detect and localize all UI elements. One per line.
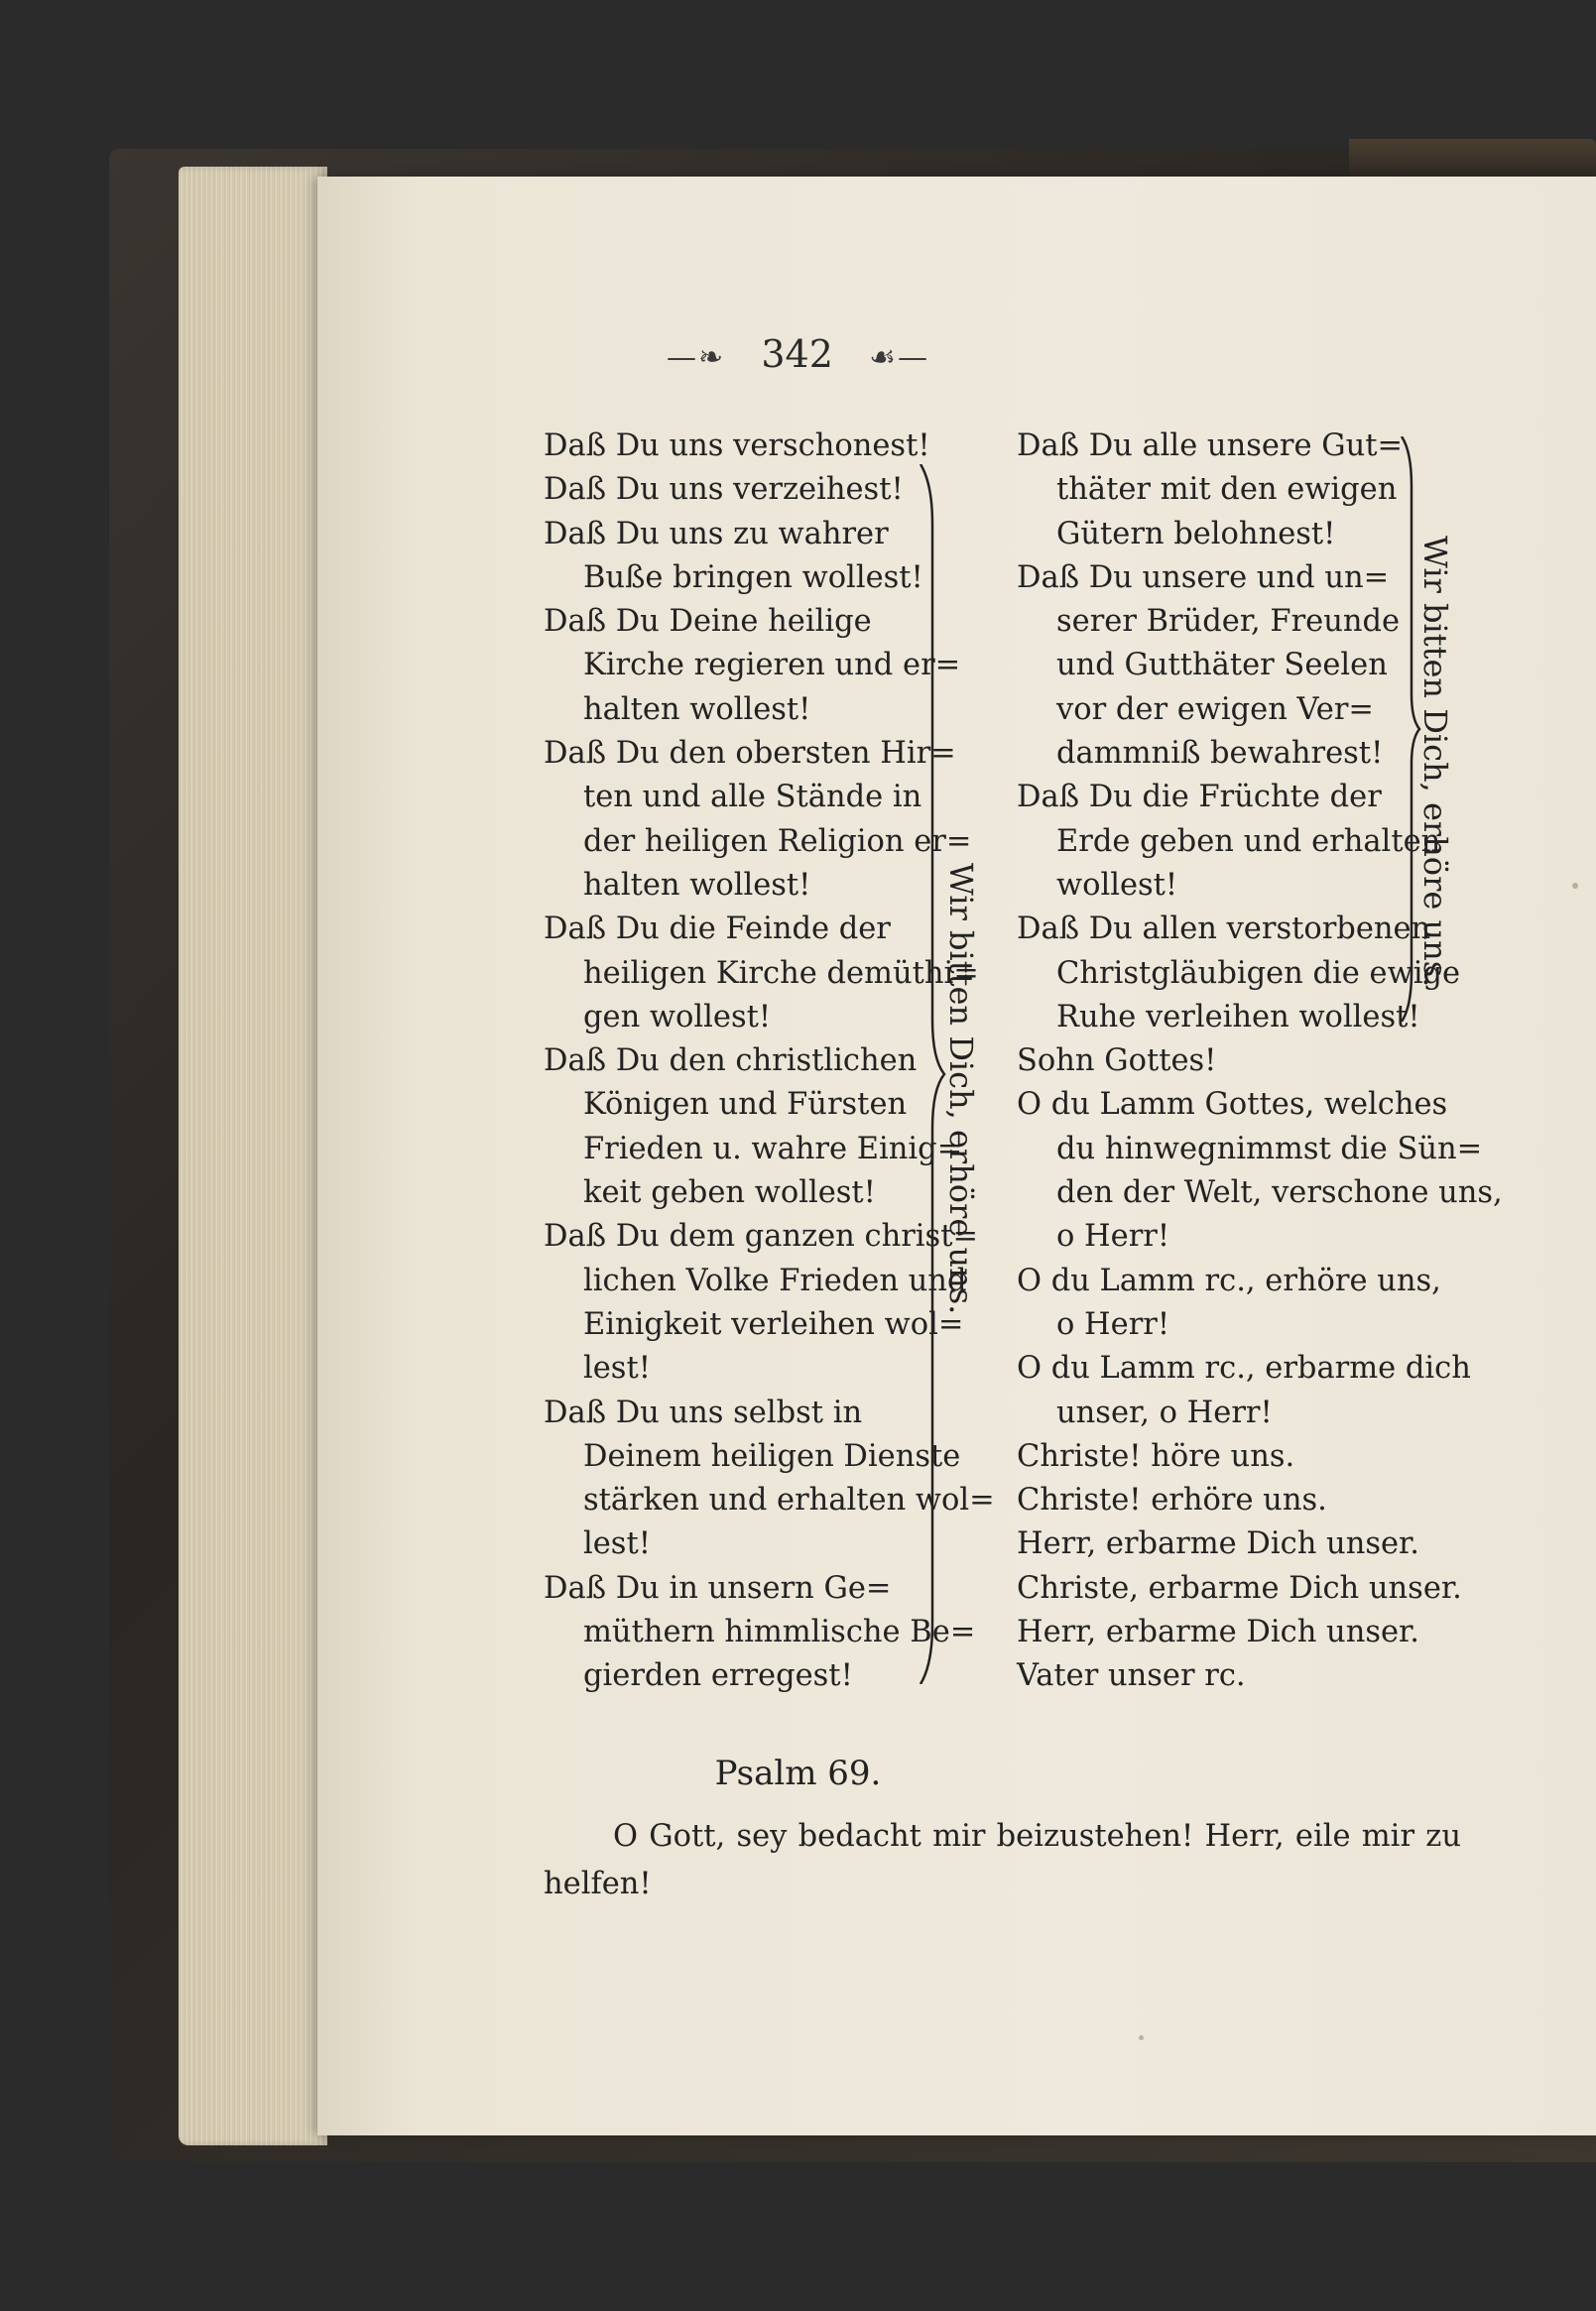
ornament-left-icon: —❧ bbox=[666, 340, 726, 375]
litany-line: der heiligen Religion er= bbox=[583, 823, 972, 859]
litany-line: Daß Du den christlichen bbox=[544, 1043, 918, 1079]
litany-line: Daß Du alle unsere Gut= bbox=[1017, 428, 1404, 463]
litany-line: O du Lamm rc., erhöre uns, bbox=[1017, 1263, 1441, 1298]
litany-line: unser, o Herr! bbox=[1056, 1395, 1273, 1430]
litany-line: Daß Du uns verschonest! bbox=[544, 428, 930, 463]
litany-line: Christe! höre uns. bbox=[1017, 1438, 1295, 1474]
litany-line: ten und alle Stände in bbox=[583, 780, 922, 815]
litany-line: Herr, erbarme Dich unser. bbox=[1017, 1526, 1419, 1562]
litany-line: dammniß bewahrest! bbox=[1056, 736, 1384, 772]
litany-line: müthern himmlische Be= bbox=[583, 1615, 976, 1650]
litany-line: Daß Du Deine heilige bbox=[544, 604, 872, 640]
page-edges bbox=[179, 167, 327, 2145]
litany-line: gierden erregest! bbox=[583, 1658, 853, 1694]
litany-line: O du Lamm Gottes, welches bbox=[1017, 1087, 1448, 1123]
litany-line: gen wollest! bbox=[583, 999, 772, 1034]
psalm-title: Psalm 69. bbox=[714, 1754, 882, 1793]
litany-line: Herr, erbarme Dich unser. bbox=[1017, 1615, 1419, 1650]
page-number: 342 bbox=[761, 332, 833, 376]
litany-line: Daß Du die Feinde der bbox=[544, 912, 891, 947]
litany-line: o Herr! bbox=[1056, 1219, 1170, 1255]
litany-line: lichen Volke Frieden und bbox=[583, 1263, 967, 1298]
litany-line: du hinwegnimmst die Sün= bbox=[1056, 1131, 1483, 1166]
litany-line: Daß Du allen verstorbenen bbox=[1017, 912, 1431, 947]
litany-line: keit geben wollest! bbox=[583, 1175, 876, 1211]
litany-line: Christe! erhöre uns. bbox=[1017, 1483, 1327, 1519]
litany-line: lest! bbox=[583, 1351, 651, 1387]
litany-line: den der Welt, verschone uns, bbox=[1056, 1175, 1503, 1211]
litany-line: wollest! bbox=[1056, 867, 1178, 903]
litany-line: lest! bbox=[583, 1526, 651, 1562]
litany-line: Christe, erbarme Dich unser. bbox=[1017, 1570, 1462, 1606]
litany-line: halten wollest! bbox=[583, 691, 811, 727]
litany-line: Vater unser rc. bbox=[1017, 1658, 1246, 1694]
litany-line: Daß Du unsere und un= bbox=[1017, 559, 1390, 595]
litany-line: und Gutthäter Seelen bbox=[1056, 648, 1388, 683]
psalm-verse: O Gott, sey bedacht mir beizustehen! Herr, eile mir zu helfen! bbox=[544, 1819, 1461, 1901]
book-cover-edge bbox=[1349, 139, 1596, 179]
litany-line: Daß Du die Früchte der bbox=[1017, 780, 1382, 815]
litany-line: o Herr! bbox=[1056, 1306, 1170, 1342]
litany-line: Einigkeit verleihen wol= bbox=[583, 1306, 964, 1342]
page-speck bbox=[1139, 2035, 1144, 2040]
litany-line: thäter mit den ewigen bbox=[1056, 472, 1398, 508]
litany-line: Gütern belohnest! bbox=[1056, 516, 1336, 551]
litany-line: Christgläubigen die ewige bbox=[1056, 955, 1461, 991]
left-refrain: Wir bitten Dich, erhöre uns. bbox=[942, 863, 980, 1315]
litany-line: halten wollest! bbox=[583, 867, 811, 903]
litany-line: Daß Du uns zu wahrer bbox=[544, 516, 889, 551]
ornament-right-icon: ☙— bbox=[869, 340, 930, 375]
page-header bbox=[0, 332, 1596, 376]
litany-line: Frieden u. wahre Einig= bbox=[583, 1131, 963, 1166]
litany-line: heiligen Kirche demüthi= bbox=[583, 955, 979, 991]
page-speck bbox=[1572, 883, 1578, 889]
litany-line: serer Brüder, Freunde bbox=[1056, 604, 1401, 640]
litany-line: Ruhe verleihen wollest! bbox=[1056, 999, 1420, 1034]
litany-line: vor der ewigen Ver= bbox=[1056, 691, 1374, 727]
right-refrain: Wir bitten Dich, erhöre uns. bbox=[1416, 536, 1454, 988]
litany-line: Deinem heiligen Dienste bbox=[583, 1438, 961, 1474]
litany-line: Königen und Fürsten bbox=[583, 1087, 908, 1123]
litany-line: stärken und erhalten wol= bbox=[583, 1483, 995, 1519]
litany-line: Daß Du uns verzeihest! bbox=[544, 472, 904, 508]
litany-line: Daß Du den obersten Hir= bbox=[544, 736, 956, 772]
litany-line: Sohn Gottes! bbox=[1017, 1043, 1217, 1079]
litany-line: O du Lamm rc., erbarme dich bbox=[1017, 1351, 1471, 1387]
litany-line: Kirche regieren und er= bbox=[583, 648, 961, 683]
litany-line: Daß Du dem ganzen christ= bbox=[544, 1219, 979, 1255]
litany-line: Erde geben und erhalten bbox=[1056, 823, 1441, 859]
litany-line: Daß Du uns selbst in bbox=[544, 1395, 863, 1430]
litany-line: Buße bringen wollest! bbox=[583, 559, 923, 595]
litany-line: Daß Du in unsern Ge= bbox=[544, 1570, 892, 1606]
